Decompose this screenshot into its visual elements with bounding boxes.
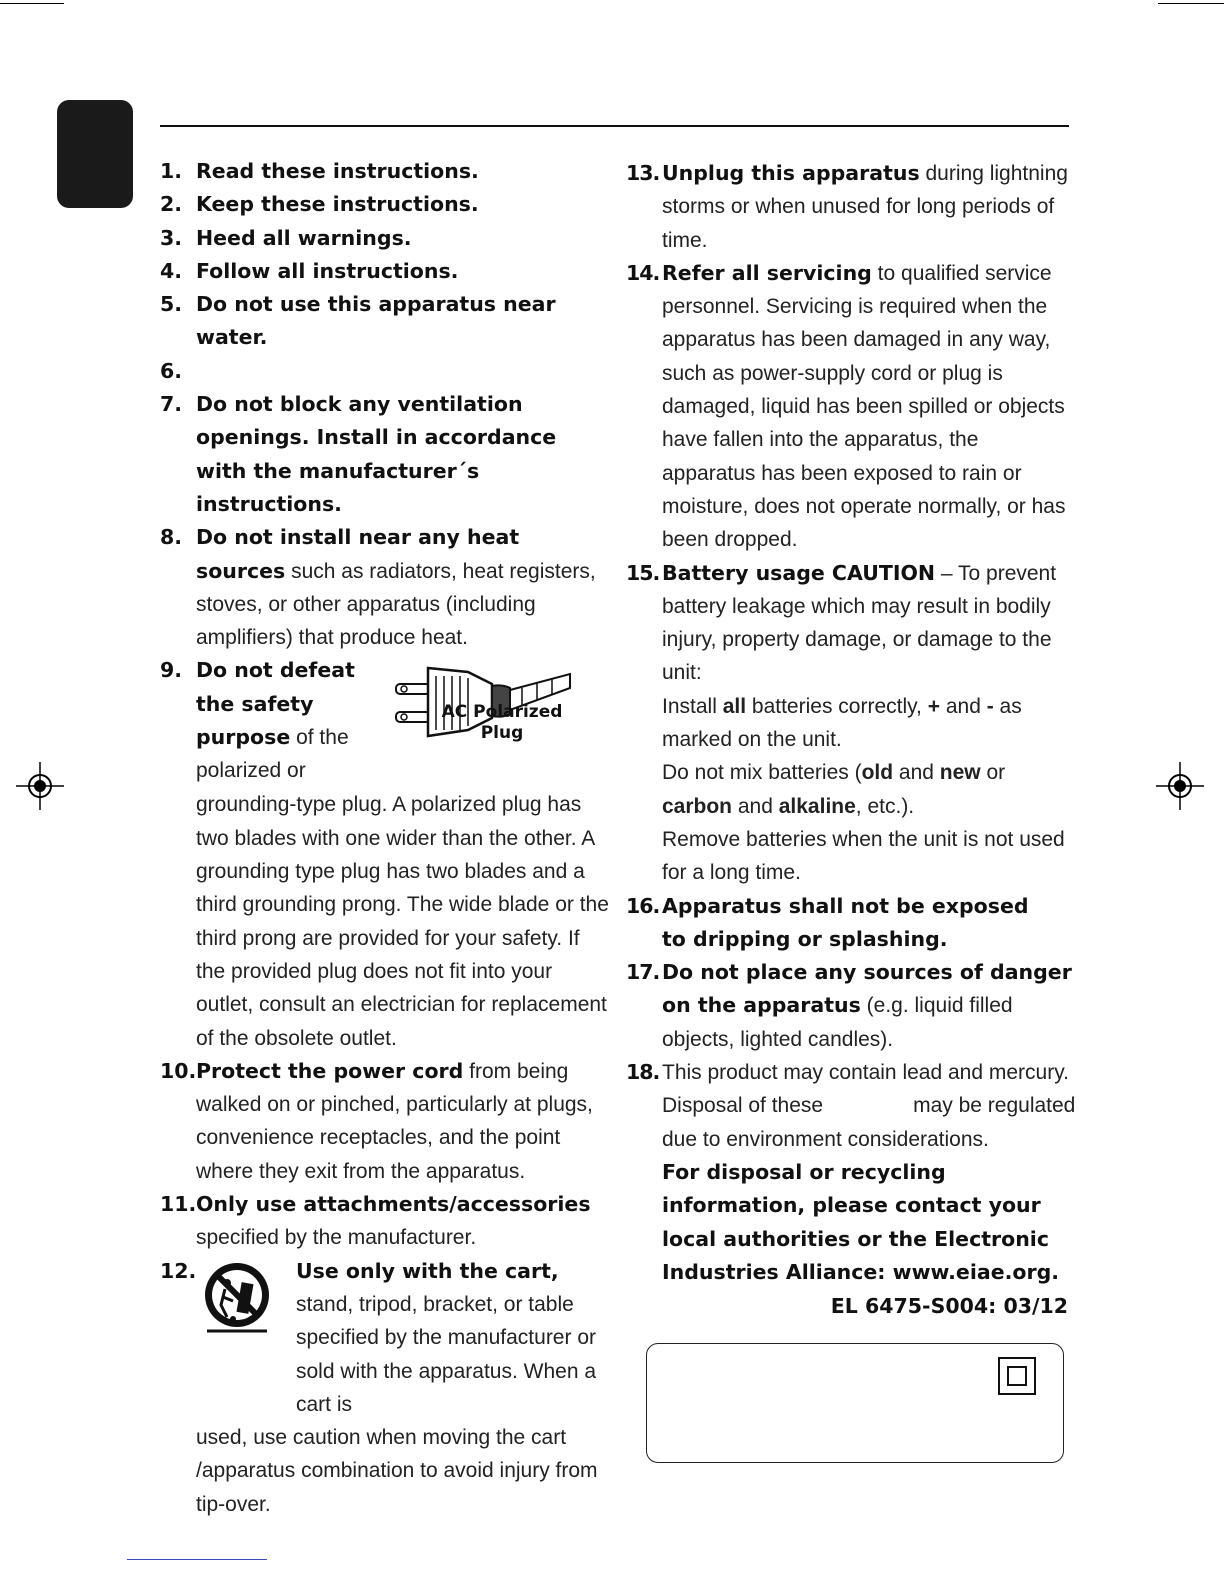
item-text-continued: grounding-type plug. A polarized plug has two blades with one wider than the other. A grounding type plug has two blades and a third grounding prong. The wide blade or the third prong are provided for your safety. If the provided plug does not fit into your outlet, consult an electrician for replacement of the obsolete outlet.	[196, 793, 609, 1050]
list-item	[160, 521, 610, 654]
text-run: old	[861, 761, 894, 785]
item-heading: Unplug this apparatus	[662, 161, 920, 185]
item-text: This product may contain lead and mercury. Disposal of these	[662, 1061, 1069, 1118]
item-heading: Battery usage CAUTION	[662, 560, 936, 585]
plug-caption-line: Plug	[480, 723, 524, 744]
item-text: – To prevent battery leakage which may result in bodily injury, property damage, or damage to the unit:	[662, 561, 1057, 685]
crop-mark-top-right	[1158, 3, 1224, 4]
item-number: 2.	[160, 192, 183, 217]
item-number: 12.	[160, 1258, 197, 1283]
item-text: Keep these instructions.	[196, 192, 479, 217]
list-item	[160, 1255, 610, 1421]
item-text: from being walked on or pinched, particularly at plugs, convenience receptacles, and the point where they exit from the apparatus.	[196, 1059, 593, 1183]
list-item	[626, 956, 1076, 1056]
item-text: Do not block any ventilation openings. Install in accordance with the manufacturer´s instructions.	[196, 392, 557, 516]
item-number: 18.	[626, 1060, 660, 1085]
text-run: or	[980, 761, 1006, 785]
list-item	[160, 1055, 610, 1188]
text-run: Install	[662, 694, 723, 718]
crop-mark-top-left	[0, 3, 64, 4]
list-item	[160, 222, 610, 255]
list-item	[160, 255, 610, 288]
header-rule	[160, 125, 1069, 127]
eia-code: EL 6475-S004: 03/12	[830, 1294, 1068, 1318]
item-heading: Do not install near any heat sources	[196, 525, 520, 583]
item-text: to qualified service personnel. Servicing is required when the apparatus has been damaged in any way, such as power-supply cord or plug is damaged, liquid has been spilled or objects have fallen into the apparatus, the apparatus has been exposed to rain or moisture, does not operate normally, or has been dropped.	[662, 261, 1066, 552]
text-run: and	[893, 761, 940, 785]
text-run: +	[927, 694, 940, 718]
list-item	[160, 188, 610, 221]
list-item	[160, 654, 610, 788]
list-item	[626, 890, 1076, 957]
text-run: Do not mix batteries (	[662, 761, 862, 785]
text-run: as marked on the unit.	[662, 694, 1022, 752]
list-item	[626, 257, 1076, 557]
item-heading: Protect the power cord	[196, 1058, 464, 1083]
list-item	[160, 355, 610, 388]
disposal-info: For disposal or recycling information, please contact your local authorities or the Electronic Industries Alliance: www.eiae.org.	[662, 1159, 1060, 1284]
battery-instruction: Remove batteries when the unit is not used for a long time.	[662, 827, 1065, 885]
item-text: specified by the manufacturer.	[196, 1226, 477, 1250]
double-insulation-square-icon	[998, 1357, 1036, 1395]
registration-crosshair-icon	[16, 762, 64, 810]
item-text: during lightning storms or when unused for long periods of time.	[662, 162, 1068, 252]
item-text-continued: used, use caution when moving the cart /apparatus combination to avoid injury from tip-over.	[196, 1426, 598, 1516]
item-number: 14.	[626, 260, 660, 285]
text-run: and	[732, 794, 779, 818]
text-run: all	[722, 694, 747, 718]
item-text: Read these instructions.	[196, 159, 479, 183]
item-text: Do not use this apparatus near water.	[196, 292, 556, 350]
item-number: 17.	[626, 960, 660, 985]
item-text: (e.g. liquid filled objects, lighted candles).	[662, 994, 1013, 1051]
item-text: Follow all instructions.	[196, 258, 459, 283]
text-run: batteries correctly,	[746, 694, 928, 718]
text-run: -	[986, 694, 994, 718]
item-number: 6.	[160, 358, 183, 383]
list-item	[626, 157, 1076, 257]
safety-list-right	[626, 157, 1076, 1289]
list-item	[626, 1056, 1076, 1156]
list-item	[160, 288, 610, 355]
item-number: 7.	[160, 392, 183, 417]
item-number: 10.	[160, 1058, 197, 1083]
item-heading: Only use attachments/accessories	[196, 1192, 591, 1217]
item-number: 13.	[626, 161, 660, 185]
item-number: 11.	[160, 1192, 197, 1217]
safety-list-left	[160, 155, 610, 1521]
item-number: 4.	[160, 258, 183, 283]
item-number: 3.	[160, 225, 183, 250]
item-text: Heed all warnings.	[196, 225, 412, 250]
list-item	[626, 557, 1076, 690]
text-run: and	[940, 694, 987, 718]
item-number: 5.	[160, 292, 183, 317]
list-item	[160, 1188, 610, 1255]
registration-crosshair-icon	[1156, 762, 1204, 810]
item-number: 9.	[160, 658, 183, 683]
item-heading: Refer all servicing	[662, 260, 872, 285]
cart-tip-over-warning-icon	[203, 1261, 271, 1335]
item-heading: Apparatus shall not be exposed to dripping or splashing.	[662, 893, 1029, 951]
item-text: stand, tripod, bracket, or table specified by the manufacturer or sold with the apparatus. When a cart is	[296, 1292, 597, 1416]
item-number: 15.	[626, 560, 660, 585]
plug-caption-line: AC Polarized	[441, 702, 563, 723]
item-number: 1.	[160, 159, 183, 183]
item-number: 16.	[626, 893, 660, 918]
item-heading: Use only with the cart,	[296, 1258, 559, 1283]
item-number: 8.	[160, 525, 183, 550]
text-run: , etc.).	[855, 794, 915, 818]
battery-instruction	[626, 690, 1076, 757]
item-text: of the polarized or	[196, 726, 349, 783]
list-item	[160, 388, 610, 521]
language-tab	[57, 100, 133, 208]
text-run: carbon	[662, 794, 733, 818]
text-run: new	[939, 761, 981, 785]
list-item	[160, 155, 610, 188]
battery-instruction	[626, 756, 1076, 823]
text-run: alkaline	[778, 794, 856, 818]
item-heading: Do not defeat the safety purpose	[196, 658, 355, 750]
plug-caption	[422, 702, 582, 744]
bottom-color-line	[127, 1559, 267, 1560]
item-text: such as radiators, heat registers, stoves, or other apparatus (including amplifiers) that produce heat.	[196, 559, 596, 650]
item-text: may be regulated due to environment considerations.	[662, 1094, 1076, 1151]
item-heading: Do not place any sources of danger on the apparatus	[662, 960, 1072, 1018]
